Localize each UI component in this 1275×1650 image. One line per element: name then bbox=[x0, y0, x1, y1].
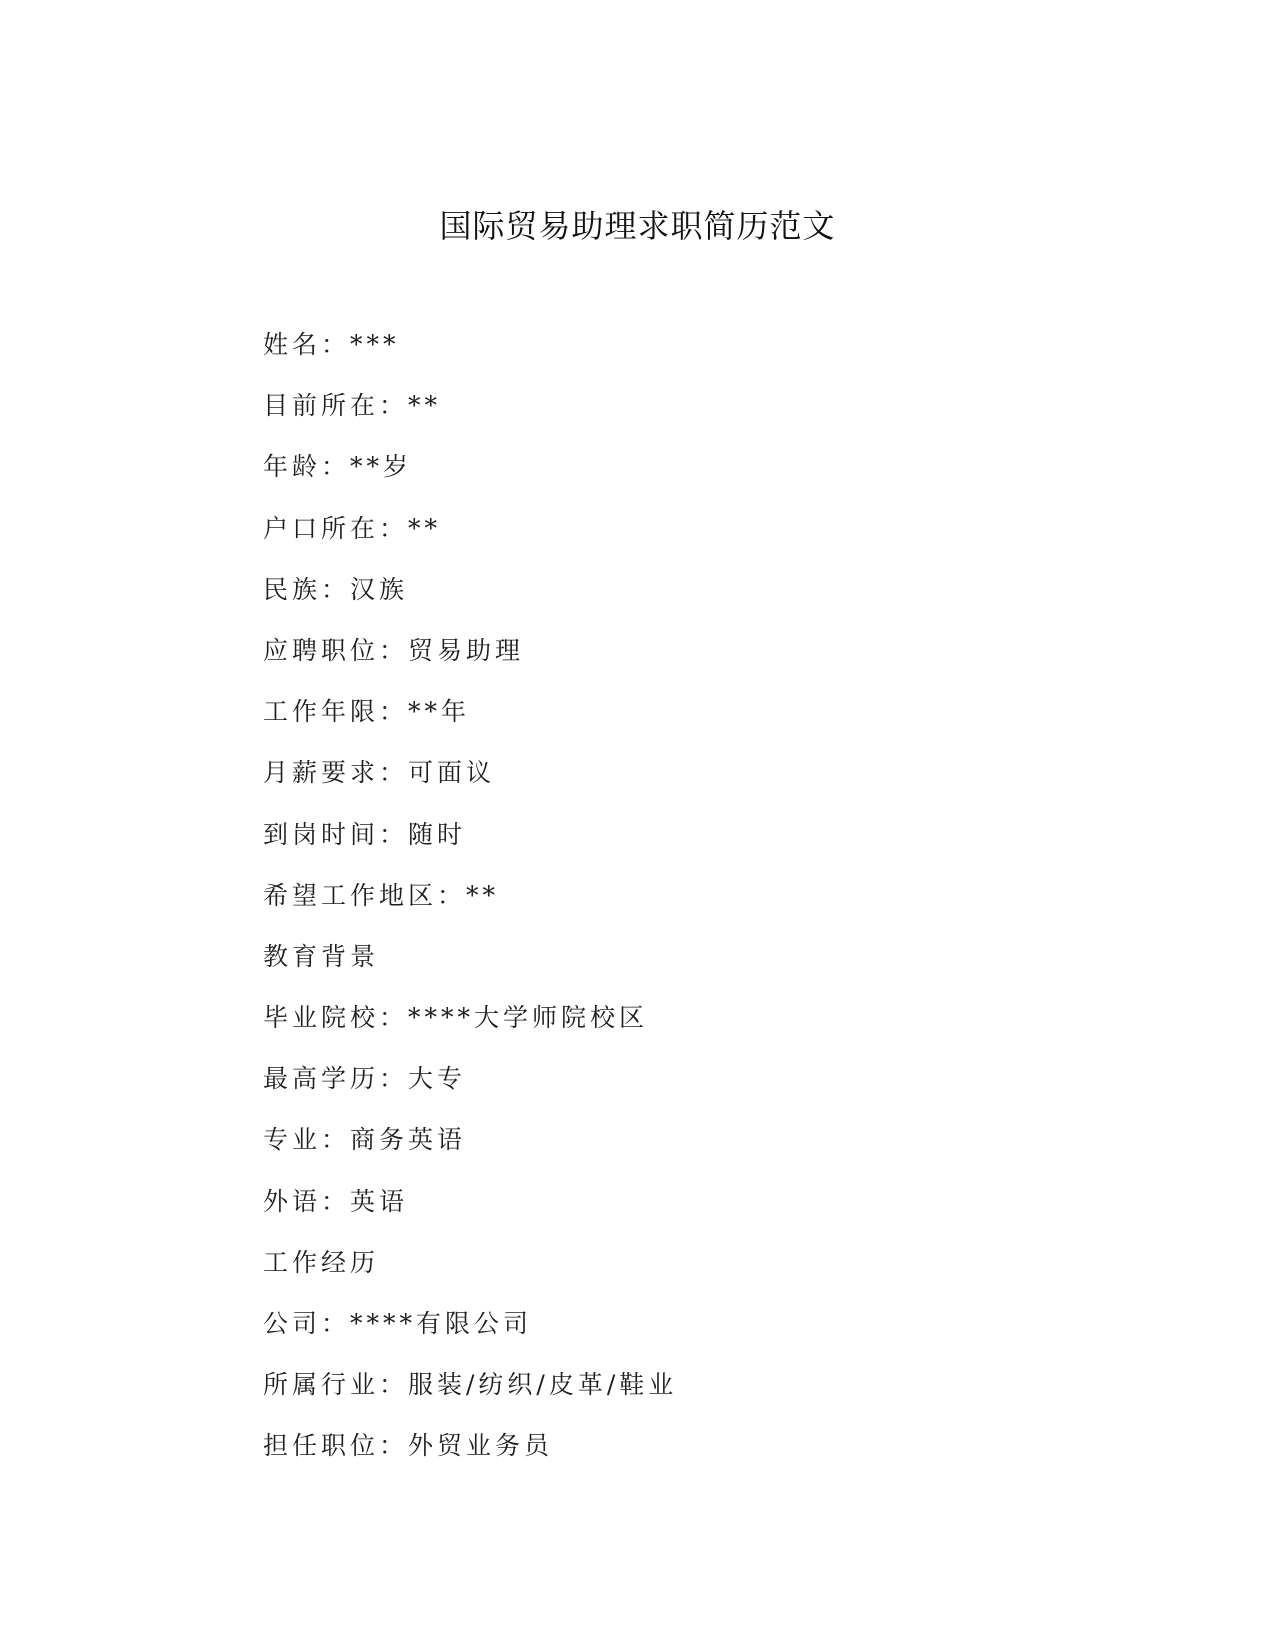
line-household-registration: 户口所在：** bbox=[263, 513, 442, 543]
resume-lines bbox=[263, 330, 1023, 1493]
line-start-date: 到岗时间：随时 bbox=[263, 819, 467, 849]
line-salary-expectation: 月薪要求：可面议 bbox=[263, 758, 496, 788]
section-heading-work-experience: 工作经历 bbox=[263, 1247, 380, 1277]
document-title: 国际贸易助理求职简历范文 bbox=[439, 207, 836, 245]
line-years-of-work: 工作年限：**年 bbox=[263, 697, 471, 727]
line-name: 姓名：*** bbox=[263, 330, 400, 359]
line-current-location: 目前所在：** bbox=[263, 391, 442, 421]
line-highest-degree: 最高学历：大专 bbox=[263, 1064, 467, 1094]
line-position-applied: 应聘职位：贸易助理 bbox=[263, 635, 525, 665]
line-preferred-region: 希望工作地区：** bbox=[263, 880, 500, 910]
line-school: 毕业院校：****大学师院校区 bbox=[263, 1003, 649, 1033]
line-company: 公司：****有限公司 bbox=[263, 1309, 533, 1338]
line-ethnicity: 民族：汉族 bbox=[263, 574, 409, 604]
line-job-title: 担任职位：外贸业务员 bbox=[263, 1431, 554, 1461]
section-heading-education: 教育背景 bbox=[263, 941, 380, 971]
line-industry: 所属行业：服装/纺织/皮革/鞋业 bbox=[263, 1370, 678, 1400]
line-age: 年龄：**岁 bbox=[263, 452, 413, 482]
line-foreign-language: 外语：英语 bbox=[263, 1186, 409, 1216]
line-major: 专业：商务英语 bbox=[263, 1125, 467, 1155]
